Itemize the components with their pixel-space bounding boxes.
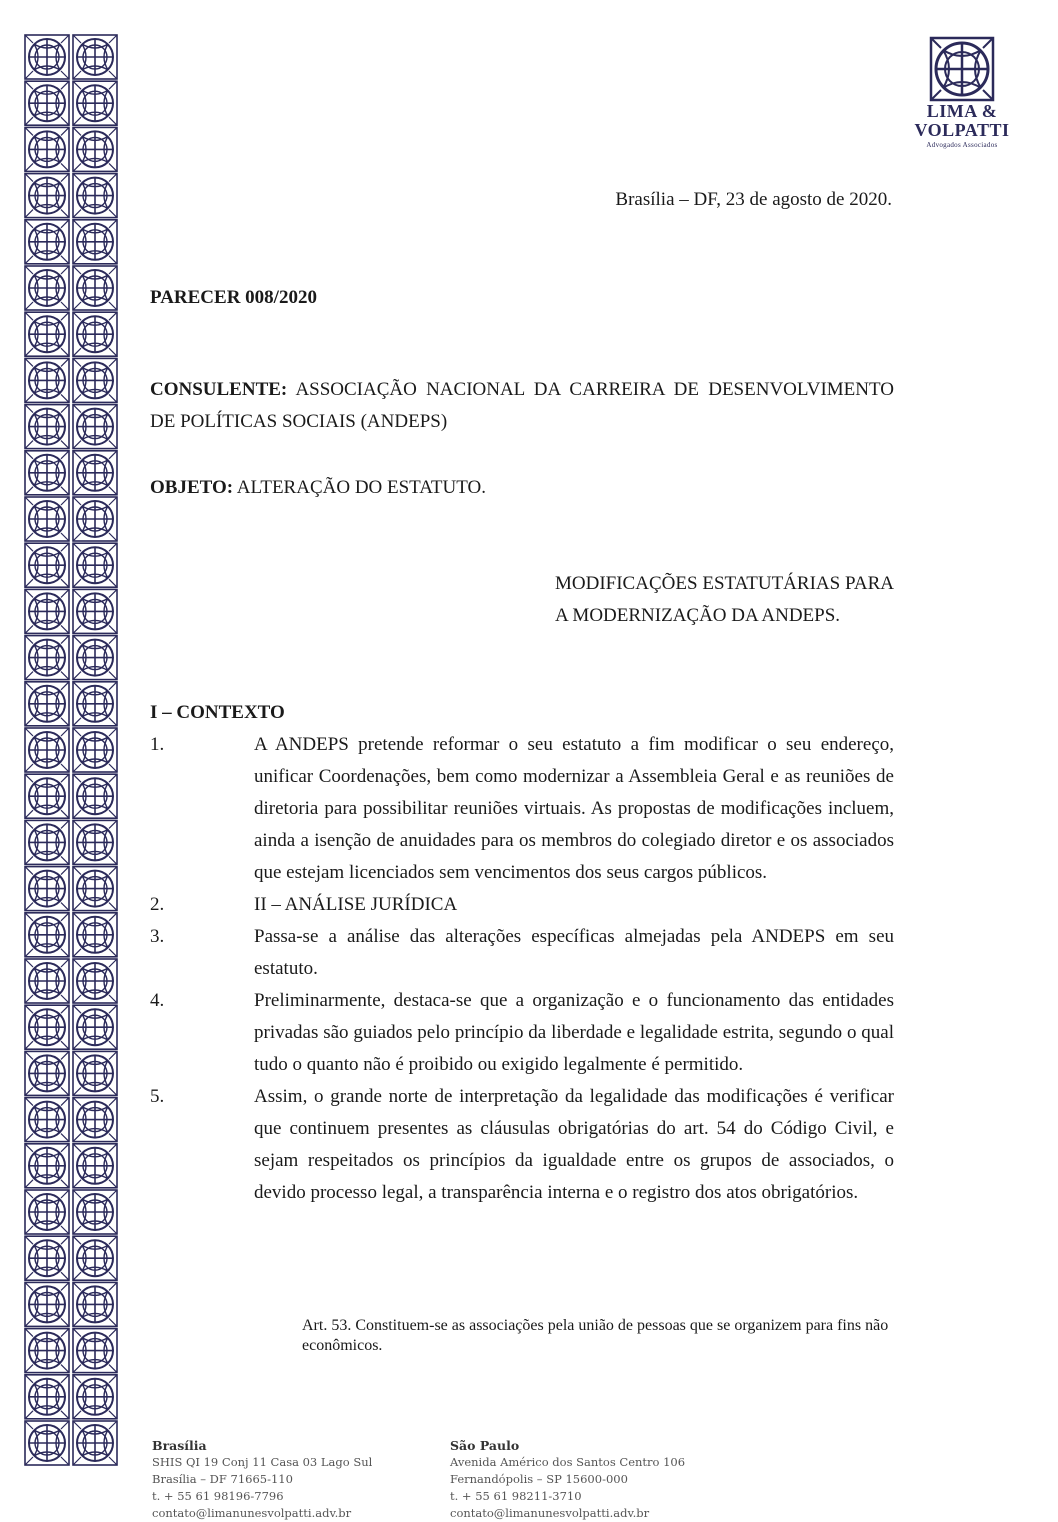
border-tile-icon — [73, 1190, 117, 1234]
paragraph-text: A ANDEPS pretende reformar o seu estatuto a fim modificar o seu endereço, unificar Coordenações, bem como modernizar a Assembleia Geral e as reuniões de diretoria para possibilitar reuniões virtuais. As propostas de modificações incluem, ainda a isenção de anuidades para os membros do colegiado diretor e os associados que estejam licenciados sem vencimentos dos seus cargos públicos. — [254, 734, 894, 883]
paragraph — [150, 889, 894, 921]
border-tile-icon — [25, 1282, 69, 1326]
document-date: Brasília – DF, 23 de agosto de 2020. — [615, 189, 892, 210]
border-tile-icon — [73, 405, 117, 449]
border-tile-icon — [73, 1005, 117, 1049]
border-tile-icon — [25, 728, 69, 772]
border-tile-icon — [73, 312, 117, 356]
border-tile-icon — [73, 820, 117, 864]
paragraph — [150, 921, 894, 985]
paragraph — [150, 1081, 894, 1209]
paragraph-number: 3. — [150, 926, 165, 947]
border-tile-icon — [25, 266, 69, 310]
border-tile-icon — [73, 543, 117, 587]
consulente-block — [150, 374, 894, 438]
border-tile-icon — [73, 451, 117, 495]
paragraph-number: 1. — [150, 734, 165, 755]
border-tile-icon — [25, 1051, 69, 1095]
border-tile-icon — [25, 867, 69, 911]
logo-name-line2: VOLPATTI — [914, 120, 1010, 140]
border-tile-icon — [73, 358, 117, 402]
paragraph — [150, 985, 894, 1081]
border-tile-icon — [25, 1190, 69, 1234]
border-tile-icon — [73, 1144, 117, 1188]
footer-address: SHIS QI 19 Conj 11 Casa 03 Lago Sul — [152, 1455, 373, 1469]
border-tile-icon — [25, 543, 69, 587]
document-title: PARECER 008/2020 — [150, 287, 317, 308]
border-tile-icon — [25, 497, 69, 541]
border-tile-icon — [25, 1144, 69, 1188]
footer-phone: t. + 55 61 98211-3710 — [450, 1489, 582, 1503]
border-tile-icon — [25, 220, 69, 264]
border-tile-icon — [73, 589, 117, 633]
objeto-block — [150, 472, 486, 504]
paragraph-text: Assim, o grande norte de interpretação da legalidade das modificações é verificar que continuem presentes as cláusulas obrigatórias do art. 54 do Código Civil, e sejam respeitados os princípios da igualdade entre os grupos de associados, o devido processo legal, a transparência interna e o registro dos atos obrigatórios. — [254, 1086, 894, 1203]
border-tile-icon — [73, 1329, 117, 1373]
objeto-label: OBJETO: — [150, 477, 234, 498]
border-tile-icon — [25, 636, 69, 680]
border-tile-icon — [73, 266, 117, 310]
border-tile-icon — [25, 174, 69, 218]
paragraph-number: 4. — [150, 990, 165, 1011]
border-tile-icon — [73, 1375, 117, 1419]
border-tile-icon — [73, 959, 117, 1003]
border-tile-icon — [73, 636, 117, 680]
border-tile-icon — [25, 312, 69, 356]
border-tile-icon — [25, 913, 69, 957]
border-tile-icon — [73, 81, 117, 125]
legal-quote: Art. 53. Constituem-se as associações pela união de pessoas que se organizem para fins não econômicos. — [302, 1317, 889, 1354]
footer-phone: t. + 55 61 98196-7796 — [152, 1489, 284, 1503]
logo-emblem-icon — [929, 36, 995, 102]
border-tile-icon — [25, 589, 69, 633]
border-tile-icon — [25, 1098, 69, 1142]
company-logo — [912, 36, 1012, 166]
logo-name-line1: LIMA & — [926, 101, 998, 121]
border-tile-icon — [73, 728, 117, 772]
border-tile-icon — [73, 682, 117, 726]
objeto-value: ALTERAÇÃO DO ESTATUTO. — [236, 477, 486, 498]
border-tile-icon — [25, 127, 69, 171]
border-tile-icon — [73, 497, 117, 541]
border-tile-icon — [73, 220, 117, 264]
footer-brasilia — [152, 1437, 372, 1522]
border-tile-icon — [73, 127, 117, 171]
paragraph-number: 5. — [150, 1086, 165, 1107]
border-tile-icon — [25, 405, 69, 449]
footer-sao-paulo — [450, 1437, 685, 1522]
paragraph-text: Passa-se a análise das alterações específicas almejadas pela ANDEPS em seu estatuto. — [254, 926, 894, 979]
border-tile-icon — [25, 1329, 69, 1373]
section-title: I – CONTEXTO — [150, 702, 285, 723]
border-tile-icon — [25, 1421, 69, 1465]
border-tile-icon — [25, 1375, 69, 1419]
border-tile-icon — [25, 81, 69, 125]
paragraph-text: II – ANÁLISE JURÍDICA — [254, 894, 458, 915]
border-tile-icon — [25, 774, 69, 818]
footer-city: São Paulo — [450, 1438, 520, 1453]
consulente-value: ASSOCIAÇÃO NACIONAL DA CARREIRA DE DESENVOLVIMENTO DE POLÍTICAS SOCIAIS (ANDEPS) — [150, 379, 894, 432]
border-tile-icon — [25, 451, 69, 495]
border-tile-icon — [73, 867, 117, 911]
border-tile-icon — [73, 1282, 117, 1326]
border-tile-icon — [73, 1051, 117, 1095]
decorative-border — [22, 34, 118, 1469]
border-tile-icon — [25, 1005, 69, 1049]
border-tile-icon — [25, 682, 69, 726]
border-tile-icon — [25, 35, 69, 79]
paragraph-text: Preliminarmente, destaca-se que a organização e o funcionamento das entidades privadas são guiados pelo princípio da liberdade e legalidade estrita, segundo o qual tudo o quanto não é proibido ou exigido legalmente é permitido. — [254, 990, 894, 1075]
paragraph-number: 2. — [150, 894, 165, 915]
border-tile-icon — [25, 1236, 69, 1280]
footer-email[interactable]: contato@limanunesvolpatti.adv.br — [152, 1506, 352, 1520]
paragraph-list — [150, 729, 894, 1209]
border-tile-icon — [25, 959, 69, 1003]
ementa: MODIFICAÇÕES ESTATUTÁRIAS PARA A MODERNIZAÇÃO DA ANDEPS. — [555, 573, 894, 626]
footer-city: Brasília — [152, 1438, 207, 1453]
border-tile-icon — [73, 174, 117, 218]
border-tile-icon — [73, 35, 117, 79]
border-tile-icon — [73, 774, 117, 818]
paragraph — [150, 729, 894, 889]
border-tile-icon — [73, 1236, 117, 1280]
border-tile-icon — [73, 1098, 117, 1142]
footer-city-line: Brasília – DF 71665-110 — [152, 1472, 293, 1486]
border-tile-icon — [73, 1421, 117, 1465]
footer-address: Avenida Américo dos Santos Centro 106 — [450, 1455, 686, 1469]
consulente-label: CONSULENTE: — [150, 379, 288, 400]
logo-subtitle: Advogados Associados — [926, 141, 998, 149]
border-tile-icon — [73, 913, 117, 957]
border-tile-icon — [25, 820, 69, 864]
footer-city-line: Fernandópolis – SP 15600-000 — [450, 1472, 628, 1486]
footer-email[interactable]: contato@limanunesvolpatti.adv.br — [450, 1506, 650, 1520]
border-tile-icon — [25, 358, 69, 402]
